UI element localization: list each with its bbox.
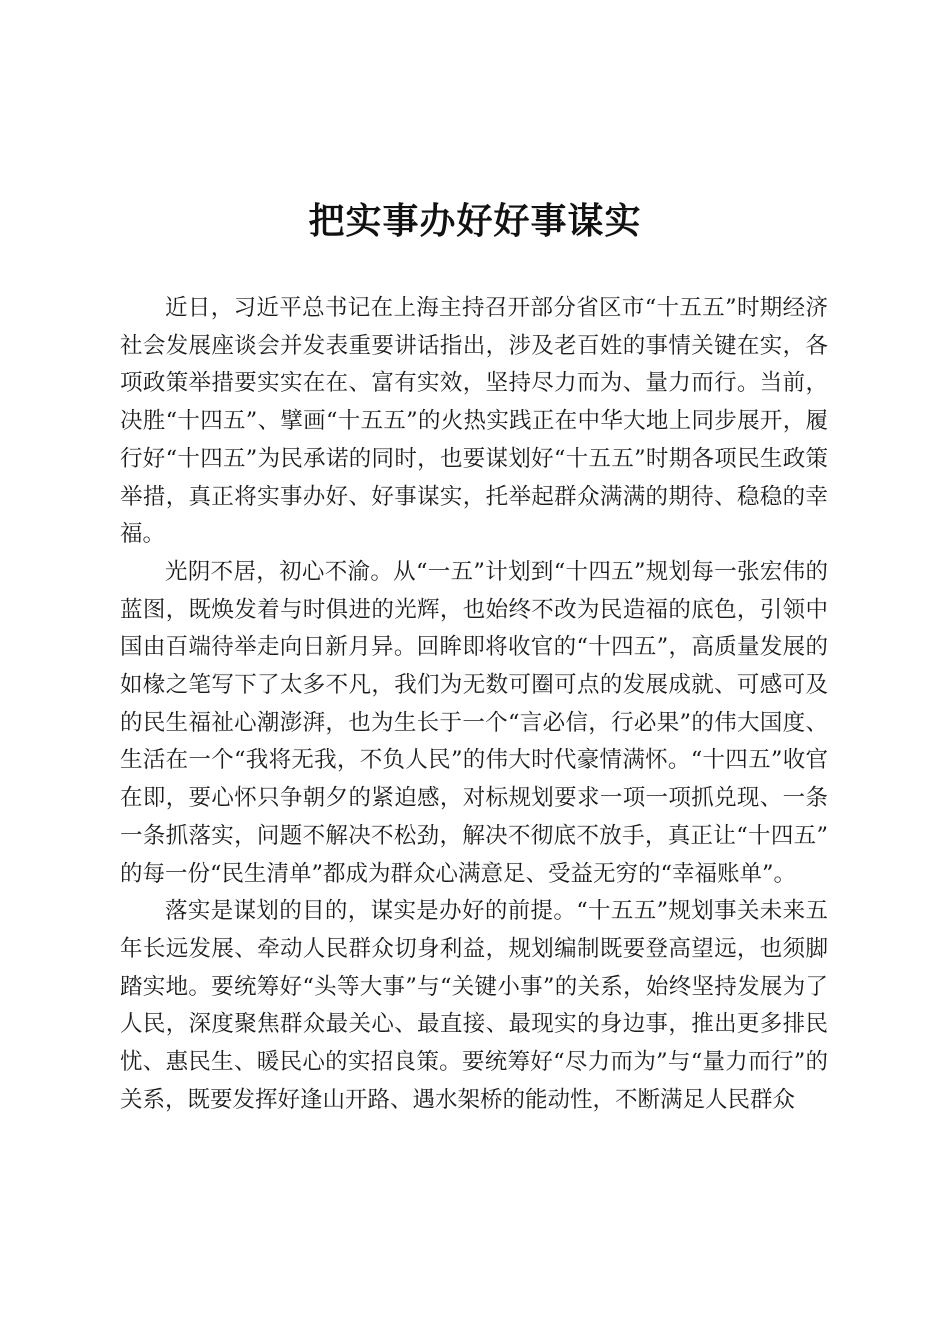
document-body xyxy=(120,290,828,1119)
paragraph-3: 落实是谋划的目的，谋实是办好的前提。“十五五”规划事关未来五年长远发展、牵动人民群众切身利益，规划编制既要登高望远，也须脚踏实地。要统筹好“头等大事”与“关键小事”的关系，始终坚持发展为了人民，深度聚焦群众最关心、最直接、最现实的身边事，推出更多排民忧、惠民生、暖民心的实招良策。要统筹好“尽力而为”与“量力而行”的关系，既要发挥好逢山开路、遇水架桥的能动性，不断满足人民群众 xyxy=(120,898,828,1113)
paragraph-1: 近日，习近平总书记在上海主持召开部分省区市“十五五”时期经济社会发展座谈会并发表重要讲话指出，涉及老百姓的事情关键在实，各项政策举措要实实在在、富有实效，坚持尽力而为、量力而行。当前，决胜“十四五”、擘画“十五五”的火热实践正在中华大地上同步展开，履行好“十四五”为民承诺的同时，也要谋划好“十五五”时期各项民生政策举措，真正将实事办好、好事谋实，托举起群众满满的期待、稳稳的幸福。 xyxy=(120,295,828,548)
document-title: 把实事办好好事谋实 xyxy=(308,200,642,242)
paragraph-2: 光阴不居，初心不渝。从“一五”计划到“十四五”规划每一张宏伟的蓝图，既焕发着与时俱进的光辉，也始终不改为民造福的底色，引领中国由百端待举走向日新月异。回眸即将收官的“十四五”，高质量发展的如椽之笔写下了太多不凡，我们为无数可圈可点的发展成就、可感可及的民生福祉心潮澎湃，也为生长于一个“言必信，行必果”的伟大国度、生活在一个“我将无我，不负人民”的伟大时代豪情满怀。“十四五”收官在即，要心怀只争朝夕的紧迫感，对标规划要求一项一项抓兑现、一条一条抓落实，问题不解决不松劲，解决不彻底不放手，真正让“十四五”的每一份“民生清单”都成为群众心满意足、受益无穷的“幸福账单”。 xyxy=(120,558,828,887)
